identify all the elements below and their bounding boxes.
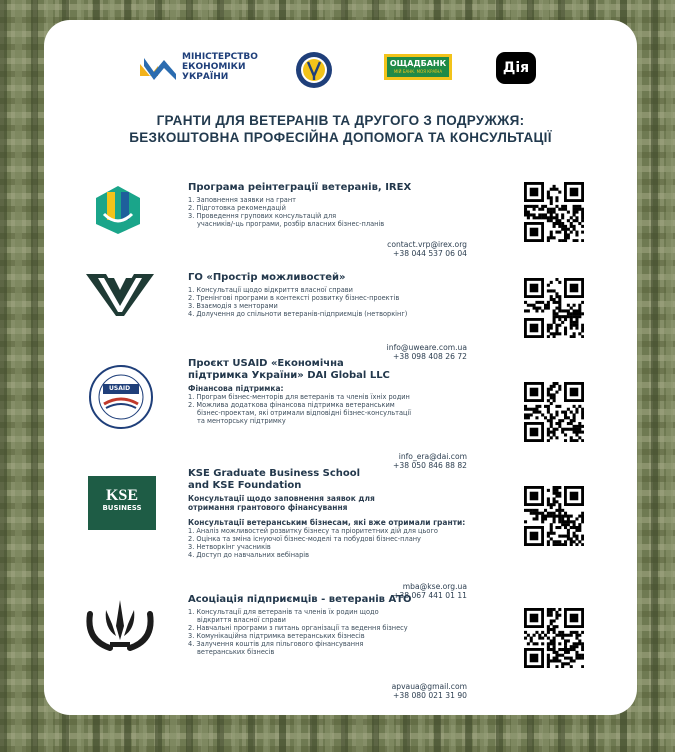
service-item: 1. Програм бізнес-менторів для ветеранів та членів їхніх родин	[188, 393, 410, 401]
contact-email[interactable]: contact.vrp@irex.org	[387, 240, 467, 249]
contact-email[interactable]: apvaua@gmail.com	[391, 682, 467, 691]
entry-name-line-1: KSE Graduate Business School	[188, 468, 361, 479]
entry-name: ГО «Простір можливостей»	[188, 272, 346, 283]
flyer-card	[44, 20, 637, 715]
qr-pattern	[524, 182, 584, 242]
qr-code[interactable]	[524, 486, 584, 546]
service-item: 2. Можлива додаткова фінансова підтримка ветеранським	[188, 401, 395, 409]
ministry-logo	[140, 52, 272, 82]
irex-logo-icon	[92, 184, 144, 240]
service-item: 4. Залучення коштів для пільгового фінансування	[188, 640, 364, 648]
entry-subheading-2: Консультації ветеранським бізнесам, які вже отримали гранти:	[188, 518, 466, 527]
contact-phone[interactable]: +38 098 408 26 72	[393, 352, 467, 361]
kse-label: KSE	[105, 487, 138, 504]
entry-contact	[392, 682, 467, 700]
contact-phone[interactable]: +38 044 537 06 04	[393, 249, 467, 258]
contact-phone[interactable]: +38 050 846 88 82	[393, 461, 467, 470]
kse-logo-icon	[88, 476, 156, 530]
qr-code[interactable]	[524, 278, 584, 338]
entry-name	[188, 358, 478, 382]
contact-email[interactable]: mba@kse.org.ua	[402, 582, 467, 591]
entry-services-list	[188, 527, 478, 559]
entry-name: Асоціація підприємців - ветеранів АТО	[188, 594, 412, 605]
qr-pattern	[524, 278, 584, 338]
oshchadbank-tagline: МІЙ БАНК. МОЯ КРАЇНА	[393, 69, 443, 74]
kse-sublabel: BUSINESS	[102, 504, 142, 512]
qr-pattern	[524, 608, 584, 668]
entry-services-list	[188, 608, 478, 656]
entry-name-line-2: and KSE Foundation	[188, 480, 302, 491]
uweare-logo-icon	[84, 272, 156, 324]
title-line-2: БЕЗКОШТОВНА ПРОФЕСІЙНА ДОПОМОГА ТА КОНСУЛЬТАЦІЇ	[129, 130, 552, 145]
entry-services-list	[188, 393, 478, 425]
service-item: 1. Консультації щодо відкриття власної справи	[188, 286, 353, 294]
qr-pattern	[524, 486, 584, 546]
service-item: 3. Комунікаційна підтримка ветеранських бізнесів	[188, 632, 365, 640]
entry-services-list	[188, 196, 478, 228]
service-item: 2. Навчальні програми з питань організації та ведення бізнесу	[188, 624, 408, 632]
qr-pattern	[524, 382, 584, 442]
service-item: та менторську підтримку	[197, 417, 286, 425]
page-title	[44, 112, 637, 146]
service-item: 1. Заповнення заявки на грант	[188, 196, 296, 204]
entry-contact	[387, 240, 467, 258]
service-item: 4. Доступ до навчальних вебінарів	[188, 551, 310, 559]
ministry-line-1: МІНІСТЕРСТВО	[182, 52, 258, 62]
qr-code[interactable]	[524, 382, 584, 442]
title-line-1: ГРАНТИ ДЛЯ ВЕТЕРАНІВ ТА ДРУГОГО З ПОДРУЖЖЯ:	[156, 113, 525, 128]
entry-name: Програма реінтеграції ветеранів, IREX	[188, 182, 412, 193]
service-item: учасників/-ць програми, розбір власних бізнес-планів	[197, 220, 385, 228]
entry-name-line-2: підтримка України» DAI Global LLC	[188, 370, 390, 381]
entry-subheading-line-1: Консультації щодо заповнення заявок для	[188, 494, 375, 503]
employment-service-emblem-icon	[294, 50, 334, 94]
service-item: 3. Проведення групових консультацій для	[188, 212, 337, 220]
ministry-line-2: ЕКОНОМІКИ	[182, 62, 246, 72]
partner-logos	[44, 50, 637, 90]
diia-logo: Дія	[496, 52, 536, 84]
contact-email[interactable]: info@uweare.com.ua	[386, 343, 467, 352]
oshchadbank-logo	[384, 54, 452, 80]
service-item: 3. Взаємодія з менторами	[188, 302, 278, 310]
service-item: 3. Нетворкінг учасників	[188, 543, 271, 551]
service-item: відкриття власної справи	[197, 616, 286, 624]
service-item: ветеранських бізнесів	[197, 648, 275, 656]
entry-services-list	[188, 286, 478, 318]
entry-subheading	[188, 494, 478, 512]
oshchadbank-label: ОЩАДБАНК	[389, 59, 447, 68]
usaid-logo-icon	[88, 364, 154, 434]
service-item: 1. Аналіз можливостей розвитку бізнесу та пріоритетних дій для цього	[188, 527, 438, 535]
ministry-line-3: УКРАЇНИ	[182, 72, 229, 82]
ministry-mark-icon	[140, 54, 178, 80]
contact-email[interactable]: info_era@dai.com	[398, 452, 467, 461]
usaid-label: USAID	[109, 385, 131, 392]
service-item: 1. Консультації для ветеранів та членів їх родин щодо	[188, 608, 379, 616]
service-item: 2. Тренінгові програми в контексті розвитку бізнес-проектів	[188, 294, 400, 302]
entry-name	[188, 468, 478, 492]
contact-phone[interactable]: +38 067 441 01 11	[393, 591, 467, 600]
service-item: 2. Оцінка та зміна існуючої бізнес-моделі та побудові бізнес-плану	[188, 535, 421, 543]
service-item: 2. Підготовка рекомендацій	[188, 204, 286, 212]
qr-code[interactable]	[524, 608, 584, 668]
service-item: бізнес-проектам, які отримали відповідні бізнес-консультації	[197, 409, 412, 417]
entry-subheading: Фінансова підтримка:	[188, 384, 284, 393]
service-item: 4. Долучення до спільноти ветеранів-підприємців (нетворкінг)	[188, 310, 408, 318]
entry-subheading-line-2: отримання грантового фінансування	[188, 503, 348, 512]
entry-name-line-1: Проєкт USAID «Економічна	[188, 358, 344, 369]
ato-logo-icon	[84, 596, 156, 658]
qr-code[interactable]	[524, 182, 584, 242]
contact-phone[interactable]: +38 080 021 31 90	[393, 691, 467, 700]
